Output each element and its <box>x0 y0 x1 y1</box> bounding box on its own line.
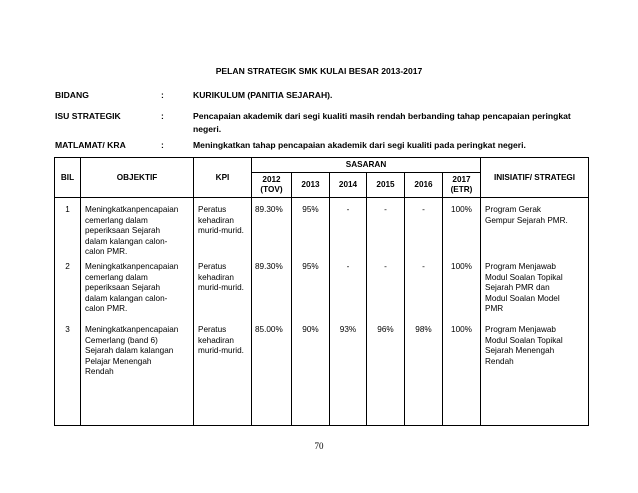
kpi-line: kehadiran <box>198 215 234 225</box>
objektif-line: cemerlang dalam <box>85 272 148 282</box>
cell-2017: 100% <box>443 198 481 263</box>
cell-inisiatif <box>481 262 589 325</box>
table-row <box>55 325 589 426</box>
meta-value <box>193 139 593 152</box>
objektif-line: Rendah <box>85 367 114 376</box>
meta-value <box>193 110 593 135</box>
cell-kpi <box>194 198 252 263</box>
year-sublabel: (ETR) <box>450 185 473 194</box>
cell-kpi <box>194 325 252 426</box>
cell-2016: - <box>405 198 443 263</box>
objektif-line: Meningkatkanpencapaian <box>85 262 179 271</box>
objektif-line: peperiksaan Sejarah <box>85 283 161 292</box>
cell-2013: 90% <box>292 325 330 426</box>
header-inisiatif: INISIATIF/ STRATEGI <box>481 158 589 198</box>
kpi-line: murid-murid. <box>198 226 244 235</box>
year-sublabel: (TOV) <box>260 185 283 194</box>
inisiatif-line: Modul Soalan Topikal <box>485 272 563 282</box>
year-label: 2017 <box>452 175 471 184</box>
header-year-2012 <box>252 173 292 198</box>
header-objektif: OBJEKTIF <box>81 158 194 198</box>
inisiatif-line: Rendah <box>485 356 514 366</box>
objektif-line: dalam kalangan calon- <box>85 293 168 303</box>
cell-2017: 100% <box>443 262 481 325</box>
year-label: 2013 <box>301 180 320 189</box>
year-label: 2015 <box>376 180 395 189</box>
inisiatif-line: PMR <box>485 304 504 313</box>
meta-label: MATLAMAT/ KRA <box>55 140 126 150</box>
objektif-line: Pelajar Menengah <box>85 356 152 366</box>
cell-objektif <box>81 198 194 263</box>
year-label: 2016 <box>414 180 433 189</box>
inisiatif-line: Sejarah PMR dan <box>485 283 550 292</box>
table-row <box>55 198 589 263</box>
header-year-2015 <box>367 173 405 198</box>
meta-value-line: Meningkatkan tahap pencapaian akademik dari segi kualiti pada peringkat negeri. <box>193 140 526 150</box>
strategic-plan-table <box>54 157 589 426</box>
cell-2014: - <box>330 262 367 325</box>
kpi-line: Peratus <box>198 325 227 334</box>
inisiatif-line: Program Gerak <box>485 205 541 214</box>
header-kpi: KPI <box>194 158 252 198</box>
objektif-line: calon PMR. <box>85 247 128 256</box>
objektif-line: Cemerlang (band 6) <box>85 335 158 345</box>
meta-colon: : <box>161 90 164 100</box>
cell-2012: 89.30% <box>252 262 292 325</box>
meta-value-line: KURIKULUM (PANITIA SEJARAH). <box>193 90 333 100</box>
objektif-line: Meningkatkanpencapaian <box>85 205 179 214</box>
cell-inisiatif <box>481 198 589 263</box>
objektif-line: dalam kalangan calon- <box>85 236 168 246</box>
cell-2014: 93% <box>330 325 367 426</box>
cell-bil: 1 <box>55 198 81 263</box>
kpi-line: Peratus <box>198 262 227 271</box>
cell-2014: - <box>330 198 367 263</box>
header-year-2013 <box>292 173 330 198</box>
inisiatif-line: Modul Soalan Topikal <box>485 335 563 345</box>
objektif-line: peperiksaan Sejarah <box>85 226 161 235</box>
table-row <box>55 262 589 325</box>
cell-objektif <box>81 262 194 325</box>
inisiatif-line: Program Menjawab <box>485 262 556 271</box>
objektif-line: calon PMR. <box>85 304 128 313</box>
year-label: 2012 <box>262 175 281 184</box>
objektif-line: Meningkatkanpencapaian <box>85 325 179 334</box>
kpi-line: kehadiran <box>198 335 234 345</box>
kpi-line: murid-murid. <box>198 346 244 355</box>
inisiatif-line: Modul Soalan Model <box>485 293 560 303</box>
cell-kpi <box>194 262 252 325</box>
cell-2013: 95% <box>292 262 330 325</box>
header-year-2016 <box>405 173 443 198</box>
cell-2015: - <box>367 198 405 263</box>
inisiatif-line: Sejarah Menengah <box>485 346 555 355</box>
page-number: 70 <box>314 441 324 451</box>
header-year-2014 <box>330 173 367 198</box>
cell-2017: 100% <box>443 325 481 426</box>
objektif-line: cemerlang dalam <box>85 215 148 225</box>
cell-2012: 85.00% <box>252 325 292 426</box>
cell-inisiatif <box>481 325 589 426</box>
document-title: PELAN STRATEGIK SMK KULAI BESAR 2013-2017 <box>215 66 423 76</box>
cell-2016: 98% <box>405 325 443 426</box>
year-label: 2014 <box>338 180 358 189</box>
kpi-line: kehadiran <box>198 272 234 282</box>
kpi-line: murid-murid. <box>198 283 244 292</box>
header-bil: BIL <box>55 158 81 198</box>
header-sasaran: SASARAN <box>252 158 481 173</box>
kpi-line: Peratus <box>198 205 227 214</box>
objektif-line: Sejarah dalam kalangan <box>85 346 174 355</box>
inisiatif-line: Gempur Sejarah PMR. <box>485 215 568 225</box>
meta-label: ISU STRATEGIK <box>55 111 121 121</box>
cell-2015: 96% <box>367 325 405 426</box>
cell-2013: 95% <box>292 198 330 263</box>
header-year-2017 <box>443 173 481 198</box>
cell-2016: - <box>405 262 443 325</box>
cell-objektif <box>81 325 194 426</box>
cell-2012: 89.30% <box>252 198 292 263</box>
meta-value-line: Pencapaian akademik dari segi kualiti masih rendah berbanding tahap pencapaian peringkat <box>193 111 571 121</box>
meta-colon: : <box>161 111 164 121</box>
meta-value-line: negeri. <box>193 123 222 134</box>
cell-bil: 2 <box>55 262 81 325</box>
cell-bil: 3 <box>55 325 81 426</box>
meta-label: BIDANG <box>55 90 89 100</box>
inisiatif-line: Program Menjawab <box>485 325 556 334</box>
meta-colon: : <box>161 140 164 150</box>
meta-value <box>193 89 593 102</box>
cell-2015: - <box>367 262 405 325</box>
